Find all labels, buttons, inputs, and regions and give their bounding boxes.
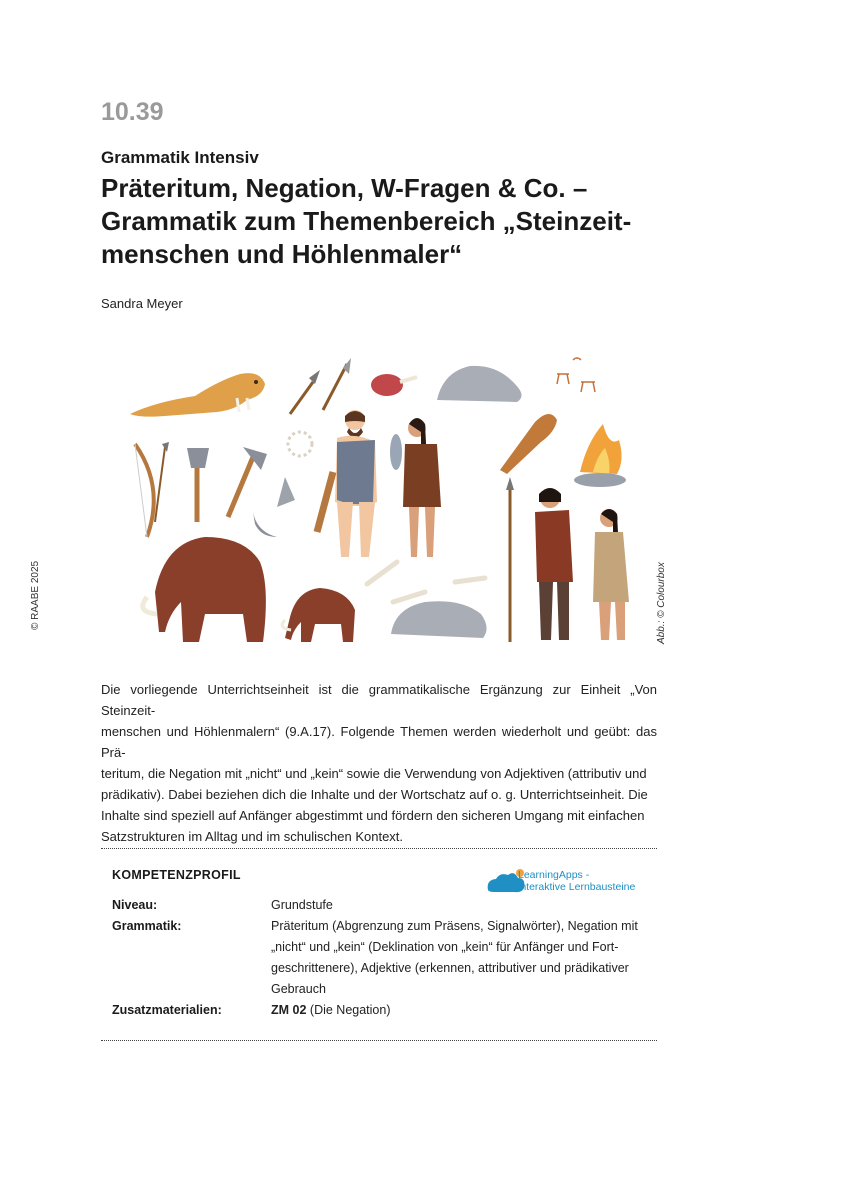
intro-text <box>101 679 657 847</box>
series-title: Grammatik Intensiv <box>101 148 259 167</box>
page-number: 10.39 <box>101 98 164 126</box>
zusatzmaterialien-value <box>271 1000 656 1021</box>
learningapps-logo-text <box>518 869 635 893</box>
intro-line: Inhalte sind speziell auf Anfänger abgestimmt und fördern den sicheren Umgang mit einfachen <box>101 808 645 823</box>
title-line: Grammatik zum Themenbereich „Steinzeit- <box>101 206 632 236</box>
meat-icon <box>371 374 417 396</box>
copyright-note: © RAABE 2025 <box>30 560 41 630</box>
caveman-figure-icon <box>317 410 377 557</box>
bow-icon <box>135 442 169 537</box>
spearheads-icon <box>290 358 351 414</box>
niveau-text: Grundstufe <box>271 898 333 912</box>
grammatik-line: Präteritum (Abgrenzung zum Präsens, Signalwörter), Negation mit <box>271 919 638 933</box>
zusatz-code: ZM 02 <box>271 1003 307 1017</box>
logo-line: LearningApps - <box>518 869 590 881</box>
mammoth-icon <box>143 537 266 642</box>
zusatz-description: (Die Negation) <box>306 1003 391 1017</box>
boulder-icon <box>437 366 522 402</box>
boulder-handprints-icon <box>391 601 487 638</box>
cavewoman-figure-icon <box>390 418 441 557</box>
wooden-club-icon <box>500 414 557 474</box>
intro-line: Die vorliegende Unterrichtseinheit ist die grammatikalische Ergänzung zur Einheit „Von Steinzeit- <box>101 682 657 718</box>
campfire-icon <box>574 424 626 487</box>
niveau-label: Niveau: <box>112 898 158 912</box>
grammatik-line: „nicht“ und „kein“ (Deklination von „kein“ für Anfänger und Fort- <box>271 940 619 954</box>
kompetenzprofil-heading: KOMPETENZPROFIL <box>112 868 241 882</box>
grammatik-label: Grammatik: <box>112 919 182 933</box>
bone-necklace-icon <box>288 432 312 456</box>
image-credit: Abb.: © Colourbox <box>656 562 667 644</box>
intro-line: prädikativ). Dabei beziehen dich die Inhalte und der Wortschatz auf o. g. Unterrichtseinheit. Die <box>101 787 648 802</box>
niveau-value <box>271 895 656 916</box>
zusatz-text <box>271 1000 656 1021</box>
logo-line: interaktive Lernbausteine <box>518 881 636 893</box>
page-title <box>101 172 721 271</box>
baby-mammoth-icon <box>282 588 355 642</box>
sabertooth-cat-icon <box>130 373 265 417</box>
intro-line: menschen und Höhlenmalern“ (9.A.17). Folgende Themen werden wiederholt und geübt: das Prä- <box>101 724 657 760</box>
stone-age-illustration <box>125 352 655 648</box>
zusatzmaterialien-label: Zusatzmaterialien: <box>112 1003 222 1017</box>
title-line: menschen und Höhlenmaler“ <box>101 239 463 269</box>
grammatik-line: Gebrauch <box>271 982 326 996</box>
divider-bottom <box>101 1040 657 1041</box>
grammatik-value <box>271 916 656 1000</box>
author: Sandra Meyer <box>101 296 183 311</box>
bone-blade-icon <box>253 512 277 537</box>
cave-painting-icon <box>557 358 595 392</box>
flint-blade-icon <box>277 477 295 507</box>
bones-icon <box>367 562 485 602</box>
intro-line: teritum, die Negation mit „nicht“ und „kein“ sowie die Verwendung von Adjektiven (attributiv und <box>101 766 647 781</box>
title-line: Präteritum, Negation, W-Fragen & Co. – <box>101 173 588 203</box>
divider-top <box>101 848 657 849</box>
grammatik-line: geschrittenere), Adjektive (erkennen, attributiver und prädikativer <box>271 961 629 975</box>
intro-line: Satzstrukturen im Alltag und im schulischen Kontext. <box>101 829 404 844</box>
stone-axe-icon <box>187 447 267 522</box>
hunter-couple-icon <box>506 477 629 642</box>
